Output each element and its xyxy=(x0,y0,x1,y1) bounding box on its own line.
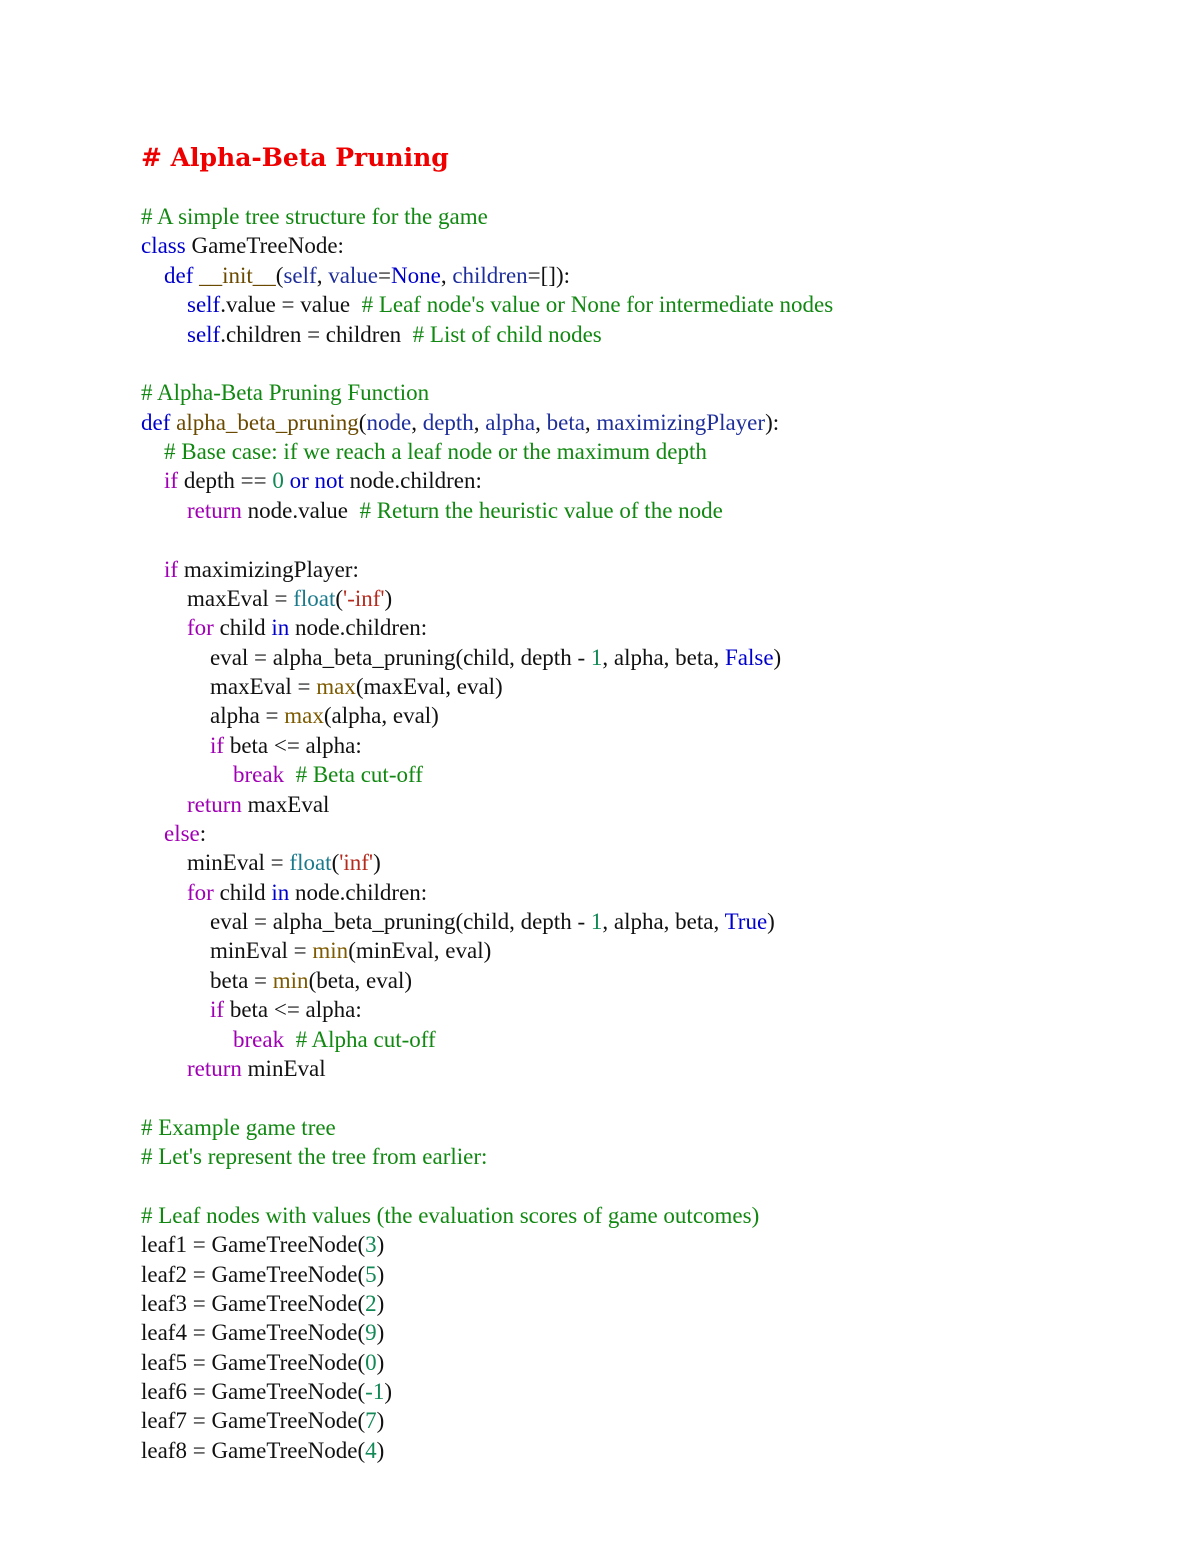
code-token xyxy=(141,821,164,846)
code-token: .children = children xyxy=(220,321,413,347)
code-token xyxy=(141,292,187,317)
code-token xyxy=(141,615,187,640)
code-token: float xyxy=(289,850,332,876)
code-line xyxy=(141,966,833,995)
code-line xyxy=(141,995,833,1024)
code-token xyxy=(141,880,187,905)
code-token: node xyxy=(366,409,412,435)
code-token: minEval = xyxy=(141,938,313,964)
blank-line xyxy=(141,1171,833,1200)
code-line xyxy=(141,1289,833,1318)
code-token: break xyxy=(233,762,285,788)
code-token xyxy=(141,468,164,493)
code-token: # Alpha-Beta Pruning Function xyxy=(141,380,430,406)
code-token: in xyxy=(271,879,290,905)
code-token: # List of child nodes xyxy=(412,321,602,347)
code-token: self xyxy=(187,321,221,347)
code-token xyxy=(141,997,210,1022)
code-token: 0 xyxy=(365,1349,377,1375)
code-token: ( xyxy=(358,409,367,435)
code-token: eval = alpha_beta_pruning(child, depth - xyxy=(141,644,591,670)
code-token: None xyxy=(390,262,441,288)
code-token: max xyxy=(316,674,356,699)
code-line xyxy=(141,672,833,701)
code-token: .value = value xyxy=(220,292,362,318)
code-token: alpha_beta_pruning xyxy=(176,409,359,435)
code-line xyxy=(141,408,833,437)
code-token: node.children: xyxy=(343,468,482,494)
code-token: __init__ xyxy=(199,262,276,288)
code-token: # Beta cut-off xyxy=(295,762,423,788)
code-token xyxy=(141,1056,187,1081)
code-line xyxy=(141,202,833,231)
code-token: maximizingPlayer: xyxy=(178,556,359,582)
code-token: # Base case: if we reach a leaf node or the maximum depth xyxy=(164,439,707,464)
code-token: # Return the heuristic value of the node xyxy=(359,497,723,523)
code-line xyxy=(141,555,833,584)
code-token xyxy=(141,263,164,288)
code-token: leaf8 = GameTreeNode( xyxy=(141,1437,366,1463)
code-token: 9 xyxy=(365,1320,377,1346)
code-token: ) xyxy=(376,1232,385,1258)
code-line xyxy=(141,1142,833,1171)
code-token: not xyxy=(314,468,344,494)
code-token xyxy=(141,762,233,787)
code-token: 2 xyxy=(365,1290,377,1316)
code-token: # Leaf node's value or None for intermediate nodes xyxy=(361,292,834,318)
code-line xyxy=(141,466,833,495)
code-token xyxy=(141,792,187,817)
code-line xyxy=(141,1230,833,1259)
code-token: , xyxy=(584,409,597,435)
code-token: beta xyxy=(546,409,585,435)
code-token: in xyxy=(271,615,290,641)
code-line xyxy=(141,1260,833,1289)
code-line xyxy=(141,1377,833,1406)
code-token: leaf5 = GameTreeNode( xyxy=(141,1349,366,1375)
code-token: ) xyxy=(376,1261,385,1287)
code-token: ) xyxy=(376,1349,385,1375)
code-token: ) xyxy=(376,1437,385,1463)
code-token: for xyxy=(187,879,214,905)
code-token: # Let's represent the tree from earlier: xyxy=(141,1144,488,1169)
code-token: node.children: xyxy=(289,879,428,905)
code-token: return xyxy=(187,1055,242,1081)
code-token: # Example game tree xyxy=(141,1114,336,1140)
code-token: ) xyxy=(376,1408,385,1434)
code-token: if xyxy=(210,997,225,1023)
code-token: eval = alpha_beta_pruning(child, depth - xyxy=(141,909,591,934)
code-token: 1 xyxy=(590,644,603,670)
code-token: ( xyxy=(331,850,340,876)
code-token: ( xyxy=(275,262,284,288)
blank-line xyxy=(141,349,833,378)
code-line xyxy=(141,760,833,789)
code-token: maximizingPlayer xyxy=(596,409,766,435)
code-token: leaf2 = GameTreeNode( xyxy=(141,1261,366,1287)
code-block xyxy=(141,202,833,1465)
code-token: GameTreeNode: xyxy=(185,233,344,259)
code-token: def xyxy=(164,262,194,288)
code-line xyxy=(141,1025,833,1054)
code-token: # A simple tree structure for the game xyxy=(141,204,488,229)
code-token xyxy=(141,1027,233,1052)
code-token: , xyxy=(440,262,453,288)
code-token: if xyxy=(210,732,225,758)
code-token xyxy=(284,1027,296,1052)
code-token: maxEval = xyxy=(141,585,294,611)
code-token: # Leaf nodes with values (the evaluation scores of game outcomes) xyxy=(141,1202,760,1228)
code-token: depth xyxy=(422,409,474,435)
code-token: beta <= alpha: xyxy=(224,732,362,758)
code-token: beta = xyxy=(141,967,273,993)
code-token: -1 xyxy=(365,1379,385,1404)
code-token: (maxEval, eval) xyxy=(355,674,503,699)
code-token: self xyxy=(187,292,221,318)
code-token: self xyxy=(283,262,317,288)
code-token: child xyxy=(213,879,272,905)
code-token: ) xyxy=(384,1379,392,1404)
code-token: child xyxy=(213,615,272,641)
code-token: return xyxy=(187,497,242,523)
code-token: True xyxy=(724,909,768,934)
code-line xyxy=(141,1318,833,1347)
code-token: value xyxy=(328,262,378,288)
code-token xyxy=(141,439,164,464)
document-title: # Alpha-Beta Pruning xyxy=(141,143,449,172)
code-line xyxy=(141,437,833,466)
code-token: ( xyxy=(335,585,344,611)
code-token xyxy=(141,733,210,758)
code-token: if xyxy=(164,556,179,582)
code-line xyxy=(141,378,833,407)
code-token: for xyxy=(187,615,214,641)
code-token: (alpha, eval) xyxy=(323,703,439,729)
code-line xyxy=(141,584,833,613)
code-token: 7 xyxy=(365,1408,377,1434)
code-token: node.children: xyxy=(289,615,428,641)
code-line xyxy=(141,1406,833,1435)
code-line xyxy=(141,1436,833,1465)
code-line xyxy=(141,1201,833,1230)
code-token: minEval = xyxy=(141,850,290,876)
code-token: 3 xyxy=(365,1232,377,1258)
code-token xyxy=(141,322,187,347)
code-token: , xyxy=(535,409,547,435)
code-token: ) xyxy=(376,1290,385,1316)
code-token: False xyxy=(724,644,774,670)
code-line xyxy=(141,819,833,848)
code-token: minEval xyxy=(241,1055,326,1081)
code-token: : xyxy=(199,820,207,846)
code-line xyxy=(141,878,833,907)
code-line xyxy=(141,731,833,760)
code-token: min xyxy=(312,938,349,964)
code-token: float xyxy=(293,585,336,611)
code-token: class xyxy=(141,233,186,259)
code-token xyxy=(284,762,296,787)
code-line xyxy=(141,1054,833,1083)
code-token: def xyxy=(141,409,171,435)
code-line xyxy=(141,613,833,642)
code-token: ) xyxy=(373,850,381,876)
code-token: ) xyxy=(384,585,393,611)
code-token: alpha xyxy=(485,409,536,435)
code-token: leaf3 = GameTreeNode( xyxy=(141,1290,366,1316)
code-line xyxy=(141,848,833,877)
code-line xyxy=(141,907,833,936)
code-token: if xyxy=(164,468,179,494)
code-token: , alpha, beta, xyxy=(602,644,725,670)
code-token: 5 xyxy=(365,1261,377,1287)
code-line xyxy=(141,643,833,672)
code-token: ): xyxy=(765,409,780,435)
code-token xyxy=(141,557,164,582)
code-token: children xyxy=(452,262,528,288)
code-token: , xyxy=(411,409,423,435)
code-line xyxy=(141,701,833,730)
code-line xyxy=(141,261,833,290)
code-token: ) xyxy=(376,1320,385,1346)
code-token: 1 xyxy=(590,909,603,934)
code-line xyxy=(141,231,833,260)
code-token: , xyxy=(473,409,486,435)
code-line xyxy=(141,496,833,525)
code-token: =[]): xyxy=(527,262,571,288)
blank-line xyxy=(141,1083,833,1112)
code-token: leaf6 = GameTreeNode( xyxy=(141,1379,366,1404)
code-token: depth == xyxy=(178,468,273,494)
code-token: beta <= alpha: xyxy=(224,997,362,1023)
code-token: leaf4 = GameTreeNode( xyxy=(141,1320,366,1346)
code-token: break xyxy=(233,1026,285,1052)
code-token: else xyxy=(164,820,200,846)
code-line xyxy=(141,320,833,349)
code-token: # Alpha cut-off xyxy=(295,1026,436,1052)
code-token: maxEval = xyxy=(141,674,317,699)
code-token: max xyxy=(284,703,324,729)
code-token: or xyxy=(289,468,309,494)
code-token: , xyxy=(316,262,329,288)
code-token: leaf1 = GameTreeNode( xyxy=(141,1232,366,1258)
code-token: ) xyxy=(767,909,775,934)
code-token xyxy=(141,498,187,523)
code-token: return xyxy=(187,791,242,817)
code-token: = xyxy=(378,262,391,288)
code-line xyxy=(141,1113,833,1142)
code-token: maxEval xyxy=(241,791,330,817)
code-line xyxy=(141,936,833,965)
code-token: 4 xyxy=(365,1437,377,1463)
code-token: 0 xyxy=(272,468,284,494)
code-token: min xyxy=(272,967,309,993)
code-token: (minEval, eval) xyxy=(348,938,492,964)
code-token: alpha = xyxy=(141,703,285,729)
code-token: '-inf' xyxy=(343,585,385,611)
code-token: node.value xyxy=(241,497,360,523)
code-token: ) xyxy=(773,644,782,670)
code-token: , alpha, beta, xyxy=(602,909,725,934)
code-line xyxy=(141,790,833,819)
code-line xyxy=(141,290,833,319)
code-token: leaf7 = GameTreeNode( xyxy=(141,1408,366,1434)
blank-line xyxy=(141,525,833,554)
code-line xyxy=(141,1348,833,1377)
code-token: 'inf' xyxy=(339,850,374,876)
code-token: (beta, eval) xyxy=(308,967,412,993)
